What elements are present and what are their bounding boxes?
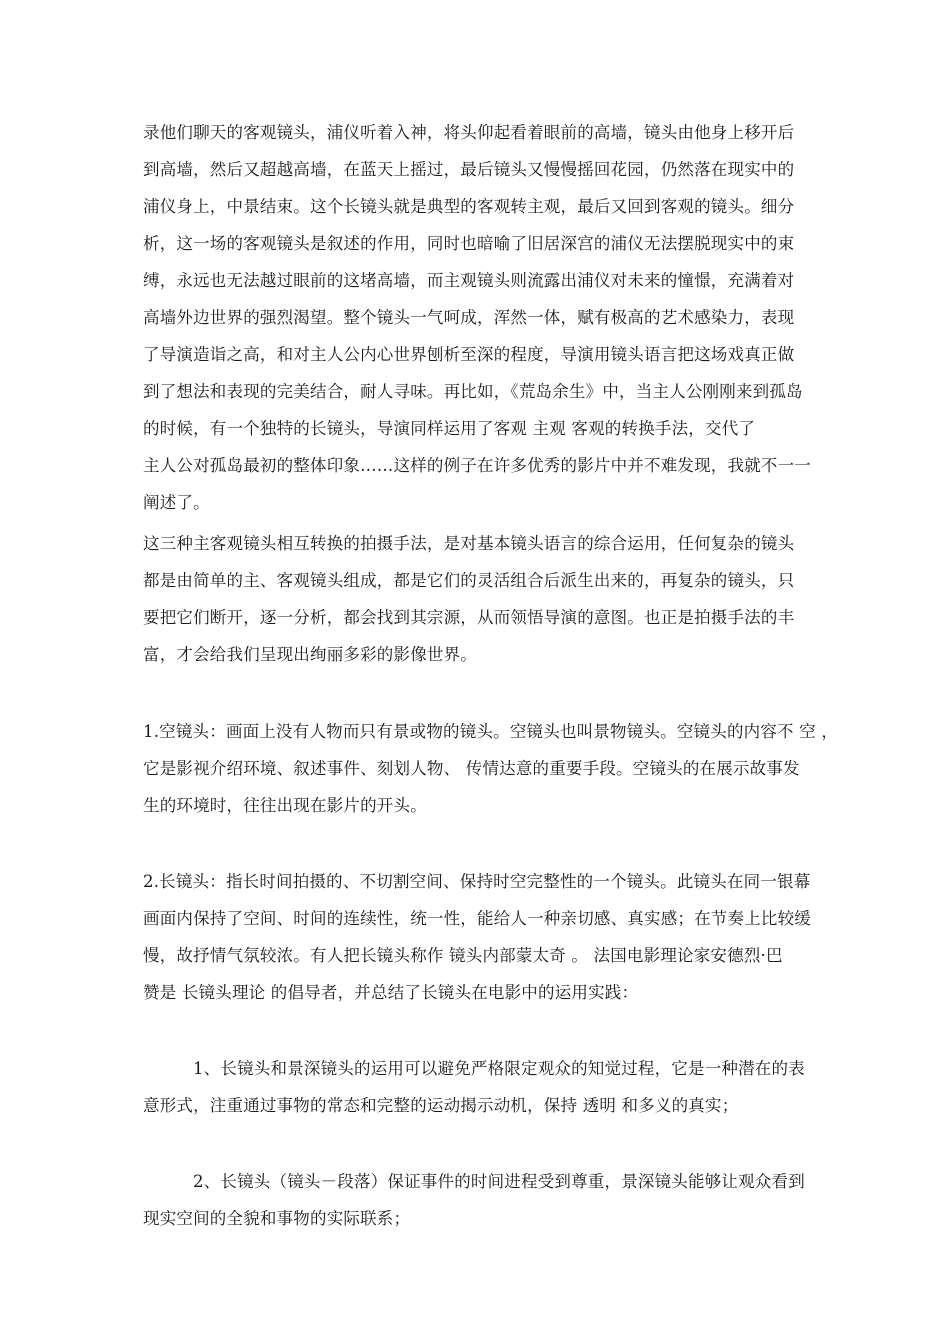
definition-line: 赞是 长镜头理论 的倡导者，并总结了长镜头在电影中的运用实践： [143,983,639,1002]
paragraph-line: 高墙外边世界的强烈渴望。整个镜头一气呵成，浑然一体，赋有极高的艺术感染力，表现 [143,308,795,327]
paragraph-line: 阐述了。 [143,493,210,512]
list-item-line: 1、长镜头和景深镜头的运用可以避免严格限定观众的知觉过程，它是一种潜在的表 [193,1059,805,1078]
definition-line: 画面内保持了空间、时间的连续性，统一性，能给人一种亲切感、真实感；在节奏上比较缓 [143,909,811,928]
paragraph-line: 这三种主客观镜头相互转换的拍摄手法，是对基本镜头语言的综合运用，任何复杂的镜头 [143,534,795,553]
list-item-line: 2、长镜头（镜头－段落）保证事件的时间进程受到尊重，景深镜头能够让观众看到 [193,1172,805,1191]
paragraph-line: 要把它们断开，逐一分析，都会找到其宗源，从而领悟导演的意图。也正是拍摄手法的丰 [143,608,795,627]
paragraph-line: 的时候，有一个独特的长镜头，导演同样运用了客观 主观 客观的转换手法，交代了 [143,419,756,438]
list-item-line: 现实空间的全貌和事物的实际联系； [143,1209,411,1228]
definition-line: 2.长镜头：指长时间拍摄的、不切割空间、保持时空完整性的一个镜头。此镜头在同一银幕 [143,872,811,891]
paragraph-line: 主人公对孤岛最初的整体印象……这样的例子在许多优秀的影片中并不难发现，我就不一一 [143,456,811,475]
paragraph-line: 到高墙，然后又超越高墙，在蓝天上摇过，最后镜头又慢慢摇回花园，仍然落在现实中的 [143,160,795,179]
definition-line: 慢，故抒情气氛较浓。有人把长镜头称作 镜头内部蒙太奇 。 法国电影理论家安德烈·巴 [143,946,783,965]
paragraph-line: 了导演造诣之高，和对主人公内心世界刨析至深的程度，导演用镜头语言把这场戏真正做 [143,345,795,364]
paragraph-line: 都是由简单的主、客观镜头组成，都是它们的灵活组合后派生出来的，再复杂的镜头，只 [143,571,795,590]
definition-line: 1.空镜头：画面上没有人物而只有景或物的镜头。空镜头也叫景物镜头。空镜头的内容不 空 ， [143,722,839,741]
paragraph-line: 录他们聊天的客观镜头，浦仪听着入神，将头仰起看着眼前的高墙，镜头由他身上移开后 [143,123,795,142]
paragraph-line: 缚，永远也无法越过眼前的这堵高墙，而主观镜头则流露出浦仪对未来的憧憬，充满着对 [143,271,795,290]
definition-line: 它是影视介绍环境、叙述事件、刻划人物、 传情达意的重要手段。空镜头的在展示故事发 [143,759,800,778]
list-item-line: 意形式，注重通过事物的常态和完整的运动揭示动机，保持 透明 和多义的真实； [143,1096,739,1115]
paragraph-line: 浦仪身上，中景结束。这个长镜头就是典型的客观转主观，最后又回到客观的镜头。细分 [143,197,795,216]
definition-line: 生的环境时，往往出现在影片的开头。 [143,796,427,815]
paragraph-line: 到了想法和表现的完美结合，耐人寻味。再比如，《荒岛余生》中，当主人公刚刚来到孤岛 [143,382,803,401]
paragraph-line: 析，这一场的客观镜头是叙述的作用，同时也暗喻了旧居深宫的浦仪无法摆脱现实中的束 [143,234,795,253]
paragraph-line: 富，才会给我们呈现出绚丽多彩的影像世界。 [143,645,477,664]
